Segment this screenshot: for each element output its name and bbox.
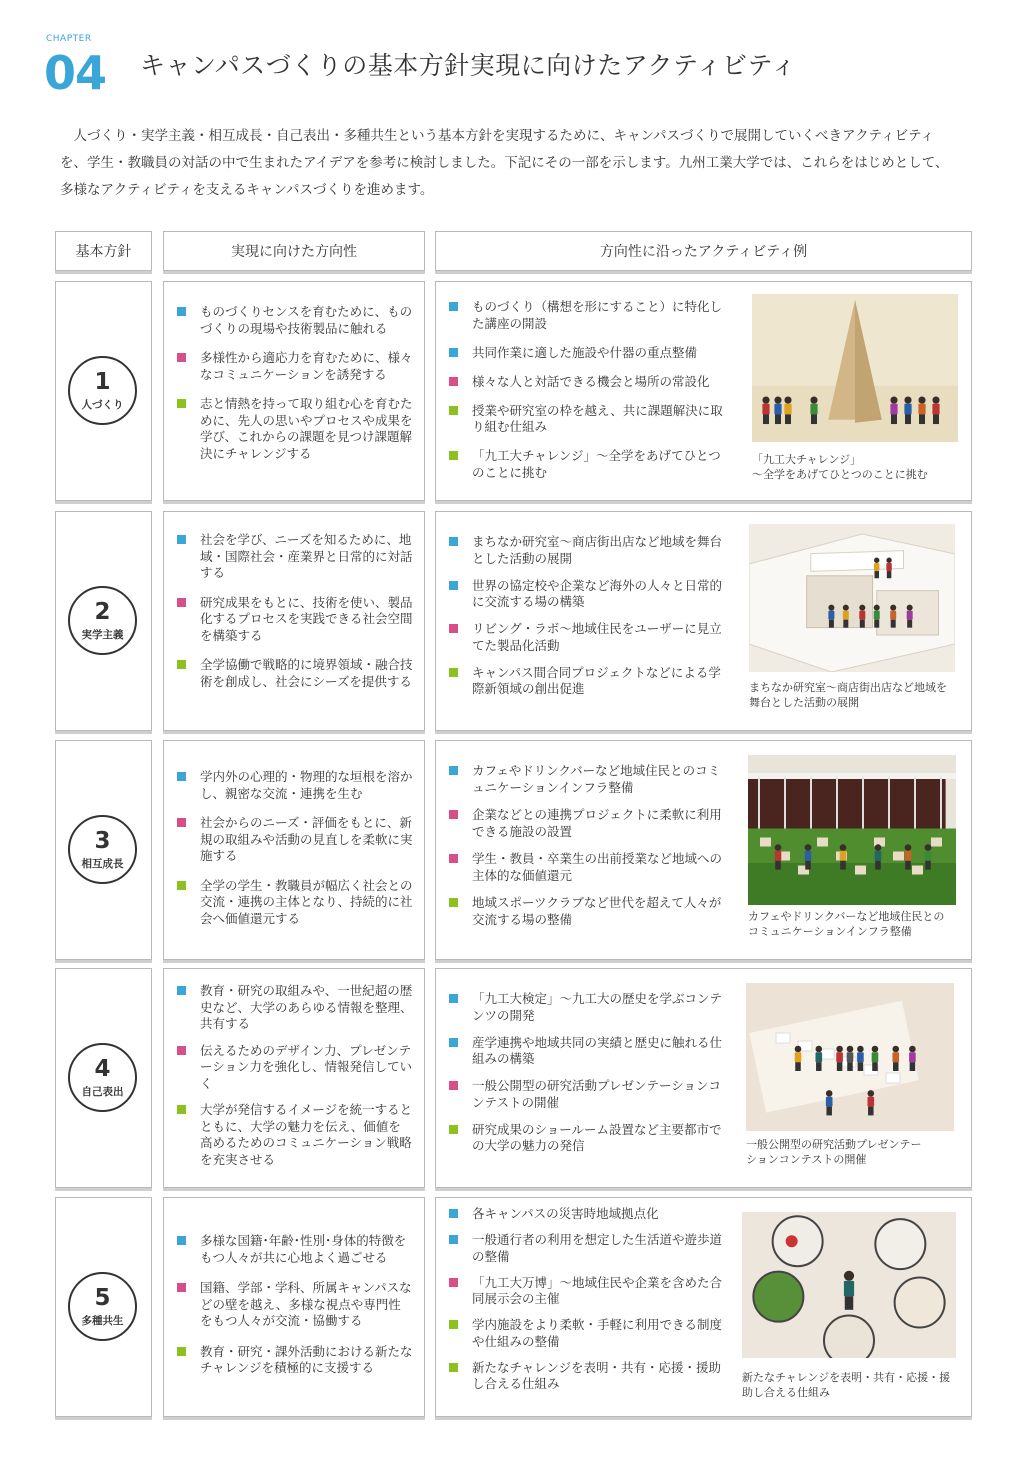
direction-cell [163, 968, 425, 1188]
list-item-text: 各キャンパスの災害時地域拠点化 [472, 1206, 659, 1221]
list-item-text: 一般公開型の研究活動プレゼンテーションコンテストの開催 [472, 1078, 722, 1110]
policy-cell [55, 740, 152, 960]
bullet-list [177, 1233, 413, 1377]
bullet-list [449, 991, 727, 1155]
list-item-text: 産学連携や地域共同の実績と歴史に触れる仕組みの構築 [472, 1034, 723, 1066]
policy-number: 2 [94, 598, 111, 625]
policy-label: 人づくり [81, 398, 124, 411]
bullet-list [449, 299, 727, 481]
photo-caption: 「九工大チャレンジ」 ～全学をあげてひとつのことに挑む [752, 453, 928, 481]
list-item-text: 教育・研究・課外活動における新たなチャレンジを積極的に支援する [200, 1343, 413, 1375]
blue-square-icon [177, 1236, 186, 1245]
pink-square-icon [177, 1046, 186, 1055]
cone-model-photo [752, 294, 958, 442]
list-item [177, 1280, 413, 1330]
policy-number: 4 [94, 1055, 111, 1082]
green-square-icon [449, 668, 458, 677]
policy-cell [55, 511, 152, 731]
list-item [449, 1206, 727, 1223]
list-item [449, 1275, 727, 1308]
photo-caption: 一般公開型の研究活動プレゼンテー ションコンテストの開催 [746, 1138, 922, 1166]
list-item [449, 895, 727, 928]
green-square-icon [449, 898, 458, 907]
list-item-text: 学内外の心理的・物理的な垣根を溶かし、親密な交流・連携を生む [200, 769, 413, 801]
list-item-text: 新たなチャレンジを表明・共有・応援・援助し合える仕組み [472, 1359, 722, 1391]
list-item [177, 815, 413, 865]
bullet-list [449, 763, 727, 928]
bullet-list [449, 534, 727, 698]
list-item-text: 国籍、学部・学科、所属キャンパスなどの壁を越え、多様な視点や専門性をもつ人々が交流・協働する [200, 1280, 412, 1328]
cafe-model-photo [748, 755, 956, 905]
photo-caption: まちなか研究室～商店街出店など地域を 舞台とした活動の展開 [749, 681, 947, 709]
list-item-text: カフェやドリンクバーなど地域住民とのコミュニケーションインフラ整備 [472, 763, 721, 795]
policy-label: 多種共生 [81, 1314, 124, 1327]
green-square-icon [449, 451, 458, 460]
list-item [449, 1360, 727, 1393]
header-policy-label: 基本方針 [75, 244, 132, 260]
policy-label: 自己表出 [81, 1085, 124, 1098]
list-item [177, 878, 413, 928]
list-item [449, 299, 727, 332]
list-item-text: 企業などとの連携プロジェクトに柔軟に利用できる施設の設置 [472, 807, 722, 839]
list-item [449, 621, 727, 654]
presentation-model-photo [746, 983, 954, 1131]
policy-number: 1 [94, 368, 111, 395]
list-item [449, 1232, 727, 1265]
activity-cell [435, 740, 972, 960]
pink-square-icon [449, 1278, 458, 1287]
activity-cell [435, 968, 972, 1188]
pink-square-icon [449, 854, 458, 863]
chapter-number: 04 [44, 46, 107, 100]
pink-square-icon [449, 810, 458, 819]
bullet-list [449, 1206, 727, 1393]
list-item [449, 403, 727, 436]
list-item-text: 「九工大チャレンジ」～全学をあげてひとつのことに挑む [472, 448, 721, 480]
blue-square-icon [177, 986, 186, 995]
list-item-text: 一般通行者の利用を想定した生活道や遊歩道の整備 [472, 1232, 723, 1264]
green-square-icon [177, 660, 186, 669]
list-item-text: 世界の協定校や企業など海外の人々と日常的に交流する場の構築 [472, 577, 723, 609]
list-item [177, 983, 413, 1033]
list-item-text: 志と情熱を持って取り組む心を育むために、先人の思いやプロセスや成果を学び、これからの課題を見つけ課題解決にチャレンジする [200, 396, 413, 461]
header-activity-label: 方向性に沿ったアクティビティ例 [599, 244, 808, 260]
list-item [449, 991, 727, 1024]
direction-cell [163, 281, 425, 501]
header-direction-label: 実現に向けた方向性 [231, 244, 357, 260]
blue-square-icon [449, 1038, 458, 1047]
list-item [177, 1344, 413, 1377]
list-item [177, 1043, 413, 1093]
list-item [449, 665, 727, 698]
pink-square-icon [449, 624, 458, 633]
list-item [449, 851, 727, 884]
list-item-text: ものづくりセンスを育むために、ものづくりの現場や技術製品に触れる [200, 304, 413, 336]
direction-cell [163, 511, 425, 731]
list-item-text: 全学協働で戦略的に境界領域・融合技術を創成し、社会にシーズを提供する [200, 657, 413, 689]
list-item [449, 1035, 727, 1068]
list-item-text: 共同作業に適した施設や什器の重点整備 [472, 344, 698, 360]
list-item-text: 研究成果をもとに、技術を使い、製品化するプロセスを実践できる社会空間を構築する [200, 594, 413, 643]
header-activity [435, 231, 972, 271]
list-item-text: 教育・研究の取組みや、一世紀超の歴史など、大学のあらゆる情報を整理、共有する [200, 983, 413, 1031]
circles-model-photo [742, 1212, 956, 1358]
list-item [177, 350, 413, 383]
pink-square-icon [177, 818, 186, 827]
blue-square-icon [449, 994, 458, 1003]
policy-cell [55, 968, 152, 1188]
blue-square-icon [449, 348, 458, 357]
list-item-text: 伝えるためのデザイン力、プレゼンテーション力を強化し、情報発信していく [200, 1042, 413, 1091]
list-item [449, 1078, 727, 1111]
green-square-icon [177, 1105, 186, 1114]
pink-square-icon [449, 377, 458, 386]
list-item [449, 374, 727, 391]
activity-cell [435, 511, 972, 731]
green-square-icon [177, 399, 186, 408]
list-item [449, 345, 727, 362]
direction-cell [163, 1197, 425, 1417]
header-direction [163, 231, 425, 271]
bullet-list [177, 532, 413, 690]
list-item-text: 多様性から適応力を育むために、様々なコミュニケーションを誘発する [200, 350, 413, 382]
pink-square-icon [177, 598, 186, 607]
blue-square-icon [177, 772, 186, 781]
list-item-text: 全学の学生・教職員が幅広く社会との交流・連携の主体となり、持続的に社会へ価値還元する [200, 877, 413, 926]
policy-number: 3 [94, 827, 111, 854]
list-item [177, 595, 413, 645]
blue-square-icon [449, 1209, 458, 1218]
policy-cell [55, 1197, 152, 1417]
list-item-text: 様々な人と対話できる機会と場所の常設化 [472, 373, 710, 389]
direction-cell [163, 740, 425, 960]
green-square-icon [177, 1347, 186, 1356]
blue-square-icon [449, 581, 458, 590]
list-item-text: まちなか研究室～商店街出店など地域を舞台とした活動の展開 [472, 534, 723, 566]
list-item-text: 研究成果のショールーム設置など主要都市での大学の魅力の発信 [472, 1121, 722, 1153]
blue-square-icon [449, 1235, 458, 1244]
list-item [449, 1317, 727, 1350]
list-item-text: 授業や研究室の枠を越え、共に課題解決に取り組む仕組み [472, 402, 723, 434]
list-item-text: 「九工大万博」～地域住民や企業を含めた合同展示会の主催 [472, 1274, 723, 1306]
list-item [449, 763, 727, 796]
green-square-icon [177, 881, 186, 890]
list-item-text: キャンパス間合同プロジェクトなどによる学際新領域の創出促進 [472, 664, 721, 696]
list-item-text: 多様な国籍･年齢･性別･身体的特徴をもつ人々が共に心地よく過ごせる [200, 1233, 407, 1265]
chapter-label: CHAPTER [46, 34, 92, 44]
pink-square-icon [177, 1283, 186, 1292]
green-square-icon [449, 406, 458, 415]
activity-cell [435, 1197, 972, 1417]
list-item [449, 1122, 727, 1155]
list-item-text: 「九工大検定」～九工大の歴史を学ぶコンテンツの開発 [472, 991, 723, 1023]
list-item [177, 657, 413, 690]
green-square-icon [449, 1125, 458, 1134]
pink-square-icon [449, 1081, 458, 1090]
header-policy [55, 231, 152, 271]
policy-badge [68, 356, 137, 425]
list-item-text: 社会を学び、ニーズを知るために、地域・国際社会・産業界と日常的に対話する [200, 532, 413, 580]
policy-number: 5 [94, 1284, 111, 1311]
list-item-text: 学内施設をより柔軟・手軽に利用できる制度や仕組みの整備 [472, 1317, 723, 1349]
policy-badge [68, 586, 137, 655]
list-item [449, 578, 727, 611]
policy-badge [68, 815, 137, 884]
list-item-text: リビング・ラボ～地域住民をユーザーに見立てた製品化活動 [472, 621, 722, 653]
list-item-text: 地域スポーツクラブなど世代を超えて人々が交流する場の整備 [472, 895, 722, 927]
policy-badge [68, 1043, 137, 1112]
list-item [177, 532, 413, 582]
bullet-list [177, 304, 413, 462]
list-item [177, 396, 413, 462]
list-item [177, 1102, 413, 1168]
green-square-icon [449, 1320, 458, 1329]
policy-label: 実学主義 [81, 628, 124, 641]
blue-square-icon [177, 307, 186, 316]
blue-square-icon [177, 535, 186, 544]
list-item [449, 448, 727, 481]
list-item-text: 社会からのニーズ・評価をもとに、新規の取組みや活動の見直しを柔軟に実施する [200, 815, 413, 863]
bullet-list [177, 983, 413, 1168]
list-item-text: 大学が発信するイメージを統一するとともに、大学の魅力を伝え、価値を高めるためのコミュニケーション戦略を充実させる [200, 1102, 413, 1167]
list-item-text: ものづくり（構想を形にすること）に特化した講座の開設 [472, 299, 723, 331]
building-model-photo [749, 524, 955, 672]
list-item [177, 769, 413, 802]
list-item [449, 534, 727, 567]
list-item [177, 304, 413, 337]
list-item [177, 1233, 413, 1266]
intro-paragraph: 人づくり・実学主義・相互成長・自己表出・多種共生という基本方針を実現するために、キャンパスづくりで展開していくべきアクティビティを、学生・教職員の対話の中で生まれたアイデアを参考に検討しました。下記にその一部を示します。九州工業大学では、これらをはじめとして、多様なアクティビティを支えるキャンパスづくりを進めます。 [60, 128, 949, 198]
blue-square-icon [449, 302, 458, 311]
policy-label: 相互成長 [81, 857, 124, 870]
blue-square-icon [449, 537, 458, 546]
list-item [449, 807, 727, 840]
blue-square-icon [449, 766, 458, 775]
page-title: キャンパスづくりの基本方針実現に向けたアクティビティ [140, 51, 797, 80]
list-item-text: 学生・教員・卒業生の出前授業など地域への主体的な価値還元 [472, 851, 723, 883]
bullet-list [177, 769, 413, 927]
policy-cell [55, 281, 152, 501]
policy-badge [68, 1272, 137, 1341]
green-square-icon [449, 1363, 458, 1372]
pink-square-icon [177, 353, 186, 362]
photo-caption: カフェやドリンクバーなど地域住民との コミュニケーションインフラ整備 [748, 910, 945, 938]
activity-cell [435, 281, 972, 501]
photo-caption: 新たなチャレンジを表明・共有・応援・援 助し合える仕組み [742, 1371, 951, 1399]
